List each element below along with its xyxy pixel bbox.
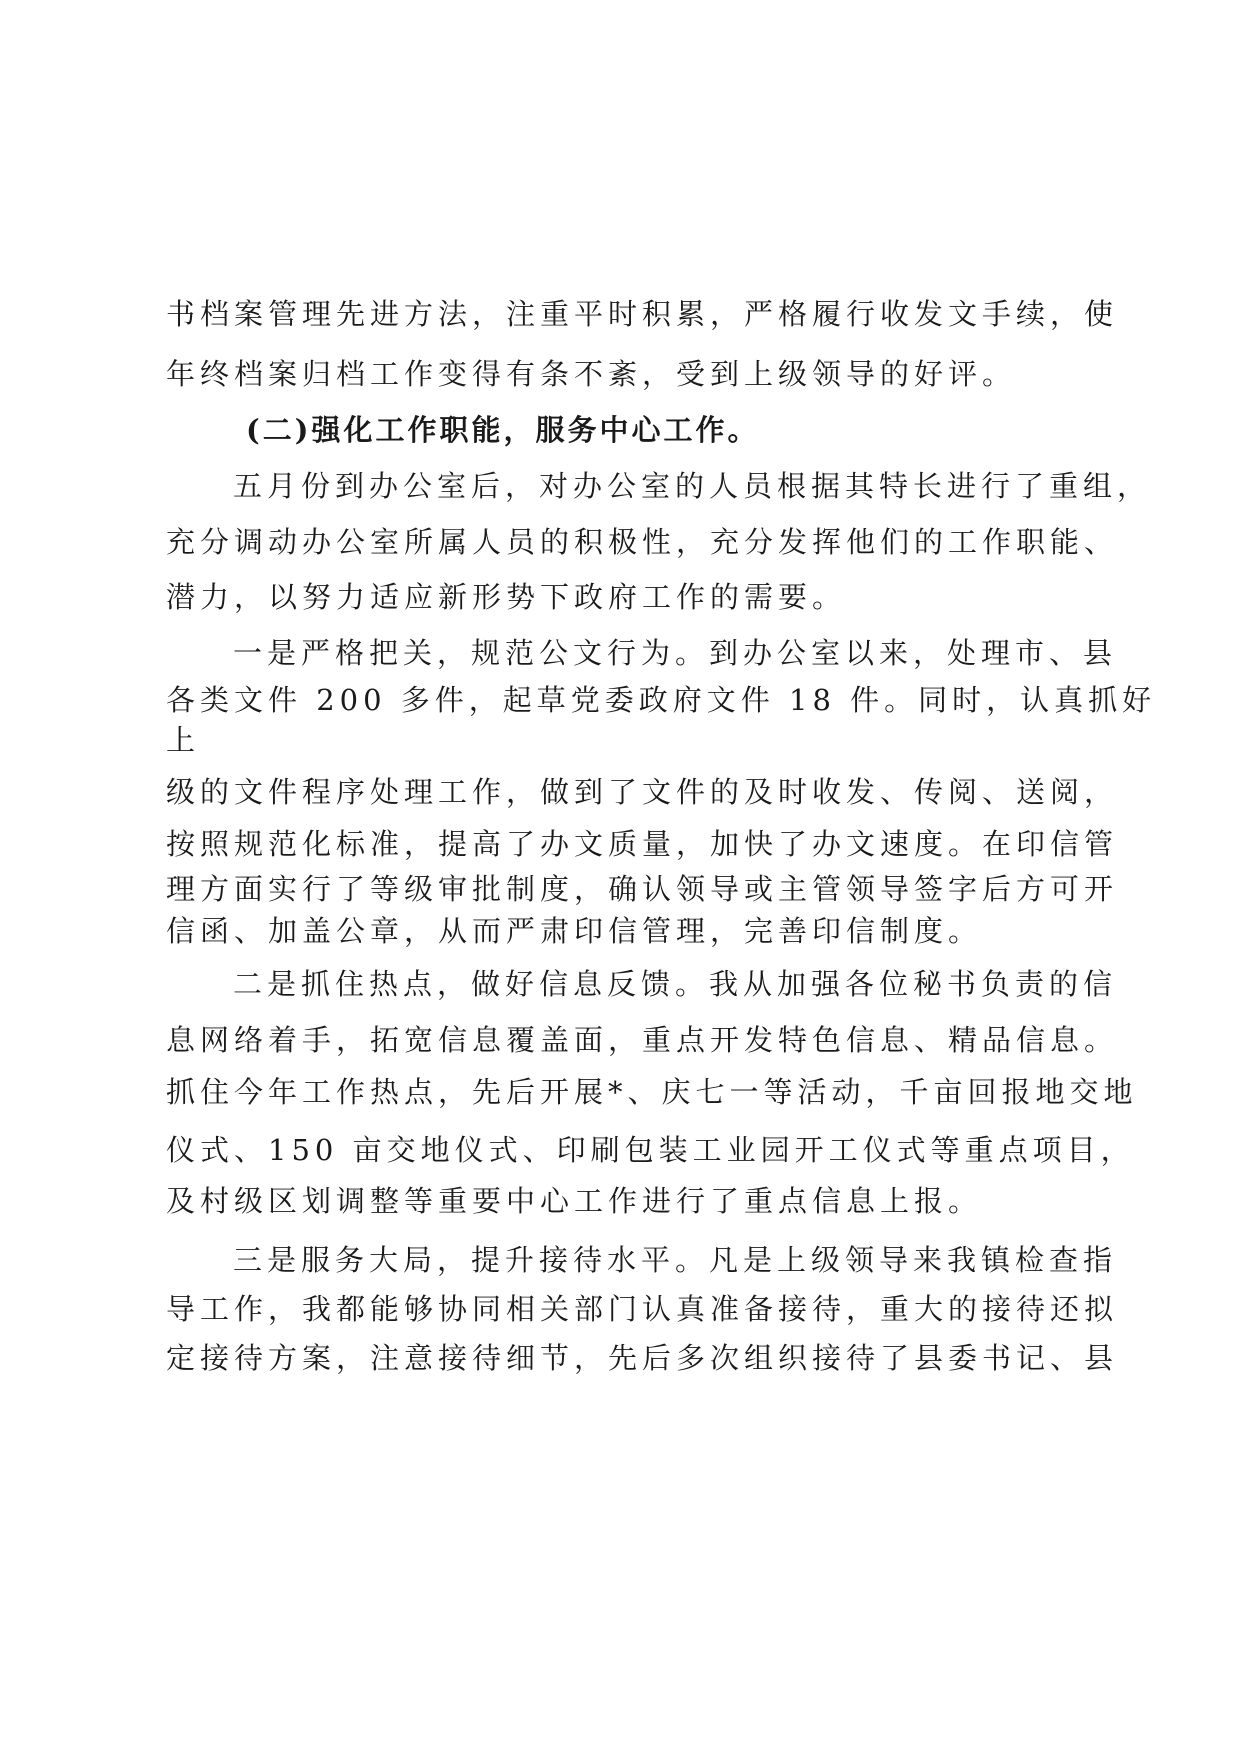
paragraph-line: 一是严格把关，规范公文行为。到办公室以来，处理市、县 [233, 636, 1118, 670]
paragraph-line: 理方面实行了等级审批制度，确认领导或主管领导签字后方可开 [166, 872, 1119, 906]
paragraph-line: 三是服务大局，提升接待水平。凡是上级领导来我镇检查指 [233, 1243, 1118, 1277]
paragraph-line: 上 [166, 723, 201, 757]
paragraph-line: 各类文件 200 多件，起草党委政府文件 18 件。同时，认真抓好 [166, 683, 1157, 717]
paragraph-line: 年终档案归档工作变得有条不紊，受到上级领导的好评。 [166, 357, 1017, 391]
paragraph-line: 充分调动办公室所属人员的积极性，充分发挥他们的工作职能、 [166, 525, 1119, 559]
paragraph-line: 抓住今年工作热点，先后开展*、庆七一等活动，千亩回报地交地 [166, 1075, 1138, 1109]
paragraph-line: 按照规范化标准，提高了办文质量，加快了办文速度。在印信管 [166, 827, 1119, 861]
paragraph-line: 及村级区划调整等重要中心工作进行了重点信息上报。 [166, 1184, 983, 1218]
paragraph-line: 潜力，以努力适应新形势下政府工作的需要。 [166, 580, 847, 614]
paragraph-line: 信函、加盖公章，从而严肃印信管理，完善印信制度。 [166, 914, 983, 948]
paragraph-line: 五月份到办公室后，对办公室的人员根据其特长进行了重组， [233, 469, 1152, 503]
section-heading: (二)强化工作职能，服务中心工作。 [246, 413, 760, 447]
paragraph-line: 书档案管理先进方法，注重平时积累，严格履行收发文手续，使 [166, 297, 1119, 331]
paragraph-line: 仪式、150 亩交地仪式、印刷包装工业园开工仪式等重点项目， [166, 1133, 1135, 1167]
paragraph-line: 导工作，我都能够协同相关部门认真准备接待，重大的接待还拟 [166, 1292, 1119, 1326]
paragraph-line: 定接待方案，注意接待细节，先后多次组织接待了县委书记、县 [166, 1341, 1119, 1375]
paragraph-line: 息网络着手，拓宽信息覆盖面，重点开发特色信息、精品信息。 [166, 1023, 1119, 1057]
paragraph-line: 二是抓住热点，做好信息反馈。我从加强各位秘书负责的信 [233, 967, 1118, 1001]
paragraph-line: 级的文件程序处理工作，做到了文件的及时收发、传阅、送阅， [166, 775, 1119, 809]
